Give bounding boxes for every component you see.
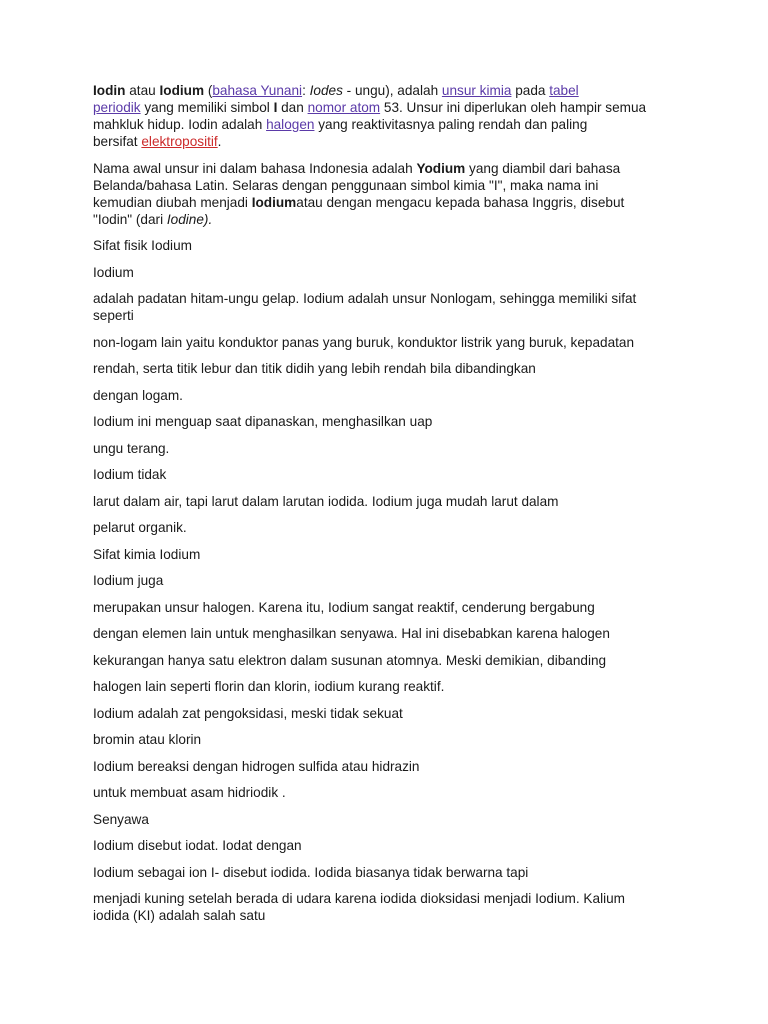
text-line: Iodium disebut iodat. Iodat dengan: [93, 838, 302, 853]
link-unsur-kimia[interactable]: unsur kimia: [441, 83, 512, 98]
text-line: adalah padatan hitam-ungu gelap. Iodium adalah unsur Nonlogam, sehingga memiliki sifat seperti: [93, 291, 637, 323]
text: pada: [511, 83, 550, 98]
text-line: dengan elemen lain untuk menghasilkan senyawa. Hal ini disebabkan karena halogen: [93, 626, 610, 641]
text-line: untuk membuat asam hidriodik .: [93, 785, 286, 800]
text-line: Iodium tidak: [93, 467, 167, 482]
intro-paragraph: [93, 82, 676, 150]
text: bersifat: [93, 134, 142, 149]
text-line: bromin atau klorin: [93, 732, 202, 747]
text-line: Senyawa: [93, 811, 149, 827]
text-line: Iodium: [93, 264, 134, 280]
term-simbol: I: [273, 100, 278, 115]
term-iodin: Iodin: [93, 83, 126, 98]
text-line: Sifat kimia Iodium: [93, 546, 201, 562]
text: - ungu), adalah: [342, 83, 442, 98]
text-line: menjadi kuning setelah berada di udara karena iodida dioksidasi menjadi Iodium. Kalium iodida (KI) adalah salah satu: [93, 891, 625, 923]
text-line: pelarut organik.: [93, 520, 187, 535]
text-line: Iodium bereaksi dengan hidrogen sulfida atau hidrazin: [93, 758, 420, 774]
text-line: non-logam lain yaitu konduktor panas yang buruk, konduktor listrik yang buruk, kepadatan: [93, 334, 635, 350]
link-halogen[interactable]: halogen: [266, 117, 315, 132]
text: yang reaktivitasnya paling rendah dan paling: [314, 117, 588, 132]
link-nomor-atom[interactable]: nomor atom: [307, 100, 381, 115]
text-line: ungu terang.: [93, 440, 170, 456]
link-tabel[interactable]: tabel: [549, 83, 579, 98]
text-lines: [93, 237, 676, 924]
text: :: [302, 83, 310, 98]
text: dan: [277, 100, 308, 115]
text-line: halogen lain seperti florin dan klorin, iodium kurang reaktif.: [93, 679, 445, 694]
term-iodium: Iodium: [159, 83, 205, 98]
text: (: [204, 83, 213, 98]
text: atau: [125, 83, 160, 98]
text-line: rendah, serta titik lebur dan titik didih yang lebih rendah bila dibandingkan: [93, 361, 536, 376]
document-body: [93, 82, 676, 924]
text: Belanda/bahasa Latin. Selaras dengan penggunaan simbol kimia "I", maka nama ini: [93, 177, 599, 193]
link-bahasa-yunani[interactable]: bahasa Yunani: [212, 83, 303, 98]
text: Nama awal unsur ini dalam bahasa Indonesia adalah: [93, 160, 417, 176]
term-iodine: Iodine).: [166, 211, 213, 227]
text: "Iodin" (dari: [93, 211, 167, 227]
text-line: Sifat fisik Iodium: [93, 238, 192, 253]
text: kemudian diubah menjadi: [93, 194, 252, 210]
term-iodium-bold: Iodium: [251, 194, 297, 210]
text: atau dengan mengacu kepada bahasa Inggris, disebut: [296, 194, 625, 210]
text-line: Iodium juga: [93, 573, 164, 588]
term-yodium: Yodium: [416, 160, 466, 176]
term-iodes: Iodes: [309, 83, 343, 98]
name-origin-paragraph: [93, 160, 676, 228]
text-line: larut dalam air, tapi larut dalam larutan iodida. Iodium juga mudah larut dalam: [93, 493, 559, 509]
text: mahkluk hidup. Iodin adalah: [93, 117, 267, 132]
text-line: Iodium ini menguap saat dipanaskan, menghasilkan uap: [93, 414, 433, 429]
text-line: kekurangan hanya satu elektron dalam susunan atomnya. Meski demikian, dibanding: [93, 652, 607, 668]
text-line: Iodium sebagai ion I- disebut iodida. Iodida biasanya tidak berwarna tapi: [93, 864, 529, 880]
text-line: merupakan unsur halogen. Karena itu, Iodium sangat reaktif, cenderung bergabung: [93, 599, 595, 615]
text: yang diambil dari bahasa: [465, 160, 621, 176]
text-line: Iodium adalah zat pengoksidasi, meski tidak sekuat: [93, 705, 403, 721]
text-line: dengan logam.: [93, 387, 183, 403]
text: .: [217, 134, 222, 149]
link-elektropositif[interactable]: elektropositif: [141, 134, 218, 149]
text: 53. Unsur ini diperlukan oleh hampir semua: [380, 100, 647, 115]
link-periodik[interactable]: periodik: [93, 100, 141, 115]
text: yang memiliki simbol: [140, 100, 274, 115]
